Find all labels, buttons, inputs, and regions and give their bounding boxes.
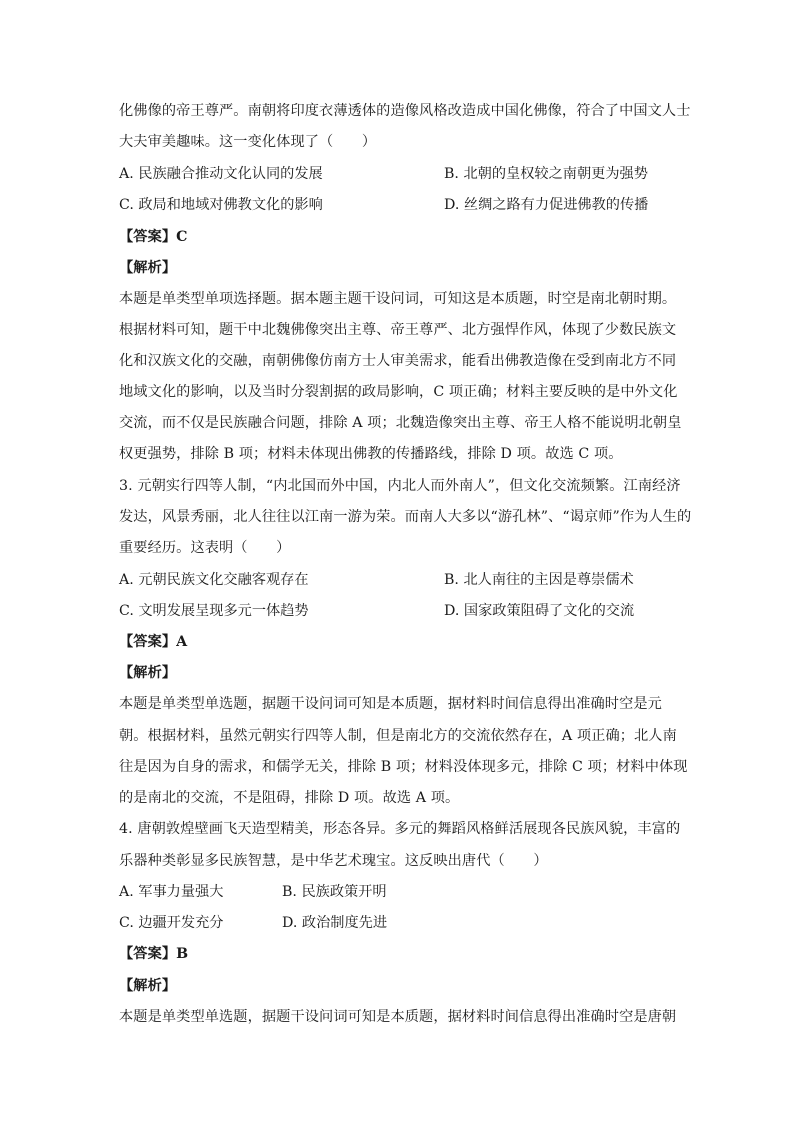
question-4-option-d: D. 政治制度先进 (282, 915, 388, 931)
question-2-analysis-label: 【解析】 (119, 260, 177, 276)
question-2-analysis-line: 根据材料可知，题干中北魏佛像突出主尊、帝王尊严、北方强悍作风，体现了少数民族文 (119, 322, 677, 338)
question-2-analysis-line: 交流，而不仅是民族融合问题，排除 A 项；北魏造像突出主尊、帝王人格不能说明北朝皇 (119, 415, 682, 431)
question-2-analysis-line: 化和汉族文化的交融，南朝佛像仿南方士人审美需求，能看出佛教造像在受到南北方不同 (119, 353, 677, 369)
question-3-option-c: C. 文明发展呈现多元一体趋势 (119, 603, 309, 619)
question-2-option-a: A. 民族融合推动文化认同的发展 (119, 166, 323, 182)
question-2-analysis-line: 本题是单类型单项选择题。据本题主题干设问词，可知这是本质题，时空是南北朝时期。 (119, 291, 677, 307)
question-2-stem-line: 化佛像的帝王尊严。南朝将印度衣薄透体的造像风格改造成中国化佛像，符合了中国文人士 (119, 103, 691, 119)
question-3-analysis-line: 的是南北的交流，不是阻碍，排除 D 项。故选 A 项。 (119, 790, 460, 806)
question-4-stem-line: 乐器种类彰显多民族智慧，是中华艺术瑰宝。这反映出唐代（ ） (119, 853, 548, 869)
question-2-analysis-line: 权更强势，排除 B 项；材料未体现出佛教的传播路线，排除 D 项。故选 C 项。 (119, 446, 623, 462)
question-4-answer: 【答案】B (119, 946, 189, 962)
question-4-analysis-label: 【解析】 (119, 978, 177, 994)
question-3-stem-line: 3. 元朝实行四等人制，“内北国而外中国，内北人而外南人”，但文化交流频繁。江南经济 (119, 478, 681, 494)
question-4-stem-line: 4. 唐朝敦煌壁画飞天造型精美，形态各异。多元的舞蹈风格鲜活展现各民族风貌，丰富的 (119, 821, 681, 837)
question-2-analysis-line: 地域文化的影响，以及当时分裂割据的政局影响，C 项正确；材料主要反映的是中外文化 (119, 384, 678, 400)
question-3-option-b: B. 北人南往的主因是尊崇儒术 (444, 572, 634, 588)
question-4-option-b: B. 民族政策开明 (282, 884, 387, 900)
question-3-option-d: D. 国家政策阻碍了文化的交流 (444, 603, 635, 619)
question-3-analysis-label: 【解析】 (119, 665, 177, 681)
question-3-option-a: A. 元朝民族文化交融客观存在 (119, 572, 309, 588)
question-3-analysis-line: 往是因为自身的需求，和儒学无关，排除 B 项；材料没体现多元，排除 C 项；材料中体现 (119, 759, 688, 775)
question-2-option-b: B. 北朝的皇权较之南朝更为强势 (444, 166, 648, 182)
question-2-option-c: C. 政局和地域对佛教文化的影响 (119, 197, 323, 213)
question-4-option-c: C. 边疆开发充分 (119, 915, 224, 931)
question-4-option-a: A. 军事力量强大 (119, 884, 224, 900)
question-3-stem-line: 重要经历。这表明（ ） (119, 540, 291, 556)
question-4-analysis-line: 本题是单类型单选题，据题干设问词可知是本质题，据材料时间信息得出准确时空是唐朝 (119, 1009, 677, 1025)
question-3-analysis-line: 本题是单类型单选题，据题干设问词可知是本质题，据材料时间信息得出准确时空是元 (119, 696, 662, 712)
question-2-stem-line: 大夫审美趣味。这一变化体现了（ ） (119, 134, 377, 150)
question-3-answer: 【答案】A (119, 634, 188, 650)
question-3-stem-line: 发达，风景秀丽，北人往往以江南一游为荣。而南人大多以“游孔林”、“谒京师”作为人生的 (119, 509, 692, 525)
question-3-analysis-line: 朝。根据材料，虽然元朝实行四等人制，但是南北方的交流依然存在，A 项正确；北人南 (119, 728, 677, 744)
question-2-answer: 【答案】C (119, 229, 188, 245)
question-2-option-d: D. 丝绸之路有力促进佛教的传播 (444, 197, 649, 213)
